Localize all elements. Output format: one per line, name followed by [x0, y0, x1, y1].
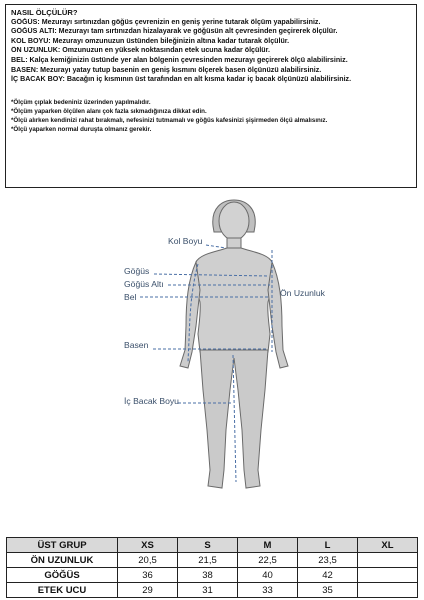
table-cell: 29 [118, 583, 178, 598]
guide-note: *Ölçü alırken kendinizi rahat bırakmalı, nefesinizi tutmamalı ve göğüs kafesinizi şişirmeden ölçü almalısınız. [11, 117, 328, 125]
table-cell: 21,5 [178, 553, 238, 568]
table-cell [358, 553, 418, 568]
guide-line-gogus-alti: GÖĞÜS ALTI: Mezurayı tam sırtınızdan hizalayarak ve göğüsün alt çevresinden geçirerek ölçülür. [11, 27, 338, 36]
size-table-header-label: ÜST GRUP [7, 538, 118, 553]
guide-line-on-uzunluk: ÖN UZUNLUK: Omzunuzun en yüksek noktasından etek ucuna kadar ölçülür. [11, 46, 270, 55]
table-cell: 20,5 [118, 553, 178, 568]
guide-line-kol-boyu: KOL BOYU: Mezurayı omzunuzun üstünden bileğinizin altına kadar tutarak ölçülür. [11, 36, 290, 45]
table-cell: 36 [118, 568, 178, 583]
table-row [7, 568, 418, 583]
mannequin-right-arm [268, 262, 288, 368]
size-header: XS [118, 538, 178, 553]
table-cell: 33 [238, 583, 298, 598]
table-cell: 35 [298, 583, 358, 598]
mannequin-illustration [0, 190, 424, 530]
bel-label: Bel [124, 292, 137, 302]
guide-note: *Ölçüm yaparken ölçülen alanı çok fazla sıkmadığınıza dikkat edin. [11, 107, 207, 115]
body-measurement-figure [0, 190, 424, 530]
table-cell: 31 [178, 583, 238, 598]
guide-line-ic-bacak: İÇ BACAK BOY: Bacağın iç kısmının üst tarafından en alt kısma kadar iç bacak ölçünüzü alabilirsiniz. [11, 75, 352, 84]
guide-note: *Ölçüm çıplak bedeniniz üzerinden yapılmalıdır. [11, 98, 151, 106]
size-header: L [298, 538, 358, 553]
table-cell: 40 [238, 568, 298, 583]
size-header: XL [358, 538, 418, 553]
mannequin-torso [195, 248, 273, 352]
kol-boyu-line [206, 245, 226, 248]
size-table-header-row [7, 538, 418, 553]
guide-line-gogus: GÖĞÜS: Mezurayı sırtınızdan göğüs çevrenizin en geniş yerine tutarak ölçüm yapabilirsiniz. [11, 17, 321, 26]
table-cell [358, 568, 418, 583]
guide-title: NASIL ÖLÇÜLÜR? [11, 8, 78, 17]
mannequin-legs [200, 350, 268, 488]
ic-bacak-boyu-label: İç Bacak Boyu [124, 396, 179, 406]
table-cell [358, 583, 418, 598]
row-label: GÖĞÜS [7, 568, 118, 583]
kol-boyu-label: Kol Boyu [168, 236, 203, 246]
row-label: ÖN UZUNLUK [7, 553, 118, 568]
guide-line-bel: BEL: Kalça kemiğinizin üstünde yer alan bölgenin çevresinden mezurayı geçirerek ölçü alabilirsiniz. [11, 55, 348, 64]
guide-line-basen: BASEN: Mezurayı yatay tutup basenin en geniş kısmını ölçerek basen ölçünüzü alabilirsiniz. [11, 65, 322, 74]
table-cell: 42 [298, 568, 358, 583]
table-row [7, 583, 418, 598]
guide-notes [11, 98, 412, 135]
table-cell: 22,5 [238, 553, 298, 568]
gogus-alti-label: Göğüs Altı [124, 279, 164, 289]
measurement-guide-box [5, 4, 417, 188]
on-uzunluk-label: Ön Uzunluk [280, 288, 325, 298]
size-header: S [178, 538, 238, 553]
basen-label: Basen [124, 340, 149, 350]
mannequin-head [219, 202, 249, 240]
table-row [7, 553, 418, 568]
gogus-label: Göğüs [124, 266, 150, 276]
row-label: ETEK UCU [7, 583, 118, 598]
table-cell: 23,5 [298, 553, 358, 568]
table-cell: 38 [178, 568, 238, 583]
guide-note: *Ölçü yaparken normal duruşta olmanız gerekir. [11, 126, 152, 134]
size-header: M [238, 538, 298, 553]
size-table [6, 537, 418, 598]
